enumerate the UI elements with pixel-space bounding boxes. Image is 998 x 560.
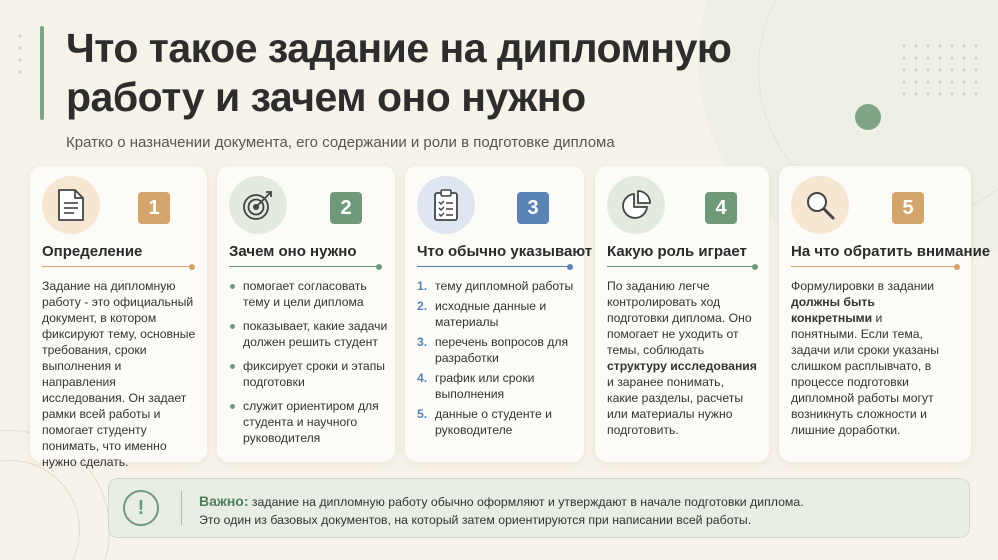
card-role bbox=[595, 166, 769, 462]
exclamation-icon: ! bbox=[123, 490, 159, 526]
checklist-icon bbox=[417, 176, 475, 234]
card-purpose bbox=[217, 166, 395, 462]
card-divider bbox=[417, 266, 570, 267]
decorative-dot bbox=[855, 104, 881, 130]
card-number: 3 bbox=[517, 192, 549, 224]
list-item: помогает согласовать тему и цели диплома bbox=[229, 278, 389, 310]
note-text bbox=[199, 492, 804, 529]
card-contents bbox=[405, 166, 593, 462]
list-item: 5. данные о студенте и руководителе bbox=[417, 407, 552, 437]
note-divider bbox=[181, 491, 182, 525]
page-subtitle: Кратко о назначении документа, его содержании и роли в подготовке диплома bbox=[66, 134, 615, 151]
card-title: Определение bbox=[42, 243, 143, 260]
card-text: Задание на дипломную работу - это официальный документ, в котором фиксируют тему, основные требования, сроки выполнения и направления исследования. Он задает рамки всей работы и помогает студенту понимать, что именно нужно сделать. bbox=[42, 279, 196, 469]
card-list bbox=[417, 278, 577, 442]
card-title: Что обычно указывают bbox=[417, 243, 593, 260]
card-number: 1 bbox=[138, 192, 170, 224]
note-line: Это один из базовых документов, на который затем ориентируются при написании всей работы. bbox=[199, 513, 752, 527]
card-text: Формулировки в задании должны быть конкретными и понятными. Если тема, задачи или сроки указаны слишком расплывчато, в процессе подготовки дипломной работы могут возникнуть сложности и лишние доработки. bbox=[791, 279, 940, 437]
card-text: По заданию легче контролировать ход подготовки диплома. Оно помогает не уходить от темы, соблюдать структуру исследования и заранее понимать, какие разделы, расчеты или материалы нужно подготовить. bbox=[607, 279, 757, 437]
card-attention bbox=[779, 166, 991, 462]
title-accent-bar bbox=[40, 26, 44, 120]
card-title: На что обратить внимание bbox=[791, 243, 991, 260]
card-divider bbox=[229, 266, 379, 267]
note-label: Важно: bbox=[199, 493, 249, 509]
card-number: 5 bbox=[892, 192, 924, 224]
note-line: задание на дипломную работу обычно оформляют и утверждают в начале подготовки диплома. bbox=[248, 495, 804, 509]
pie-chart-icon bbox=[607, 176, 665, 234]
decorative-dot-grid bbox=[14, 30, 28, 80]
card-divider bbox=[607, 266, 755, 267]
card-divider bbox=[791, 266, 957, 267]
list-item: показывает, какие задачи должен решить студент bbox=[229, 318, 389, 350]
target-icon bbox=[229, 176, 287, 234]
card-title: Зачем оно нужно bbox=[229, 243, 357, 260]
list-item: 3. перечень вопросов для разработки bbox=[417, 335, 569, 365]
important-note bbox=[108, 478, 970, 538]
card-definition bbox=[30, 166, 207, 469]
list-item: фиксирует сроки и этапы подготовки bbox=[229, 358, 389, 390]
card-number: 4 bbox=[705, 192, 737, 224]
decorative-dot-grid bbox=[898, 40, 978, 102]
card-title: Какую роль играет bbox=[607, 243, 747, 260]
card-number: 2 bbox=[330, 192, 362, 224]
card-divider bbox=[42, 266, 192, 267]
list-item: 1. тему дипломной работы bbox=[417, 279, 574, 293]
card-list bbox=[229, 278, 389, 454]
page-title: Что такое задание на дипломную работу и зачем оно нужно bbox=[66, 25, 732, 120]
list-item: 4. график или сроки выполнения bbox=[417, 371, 535, 401]
magnifier-icon bbox=[791, 176, 849, 234]
document-icon bbox=[42, 176, 100, 234]
list-item: 2. исходные данные и материалы bbox=[417, 299, 547, 329]
list-item: служит ориентиром для студента и научного руководителя bbox=[229, 398, 389, 446]
